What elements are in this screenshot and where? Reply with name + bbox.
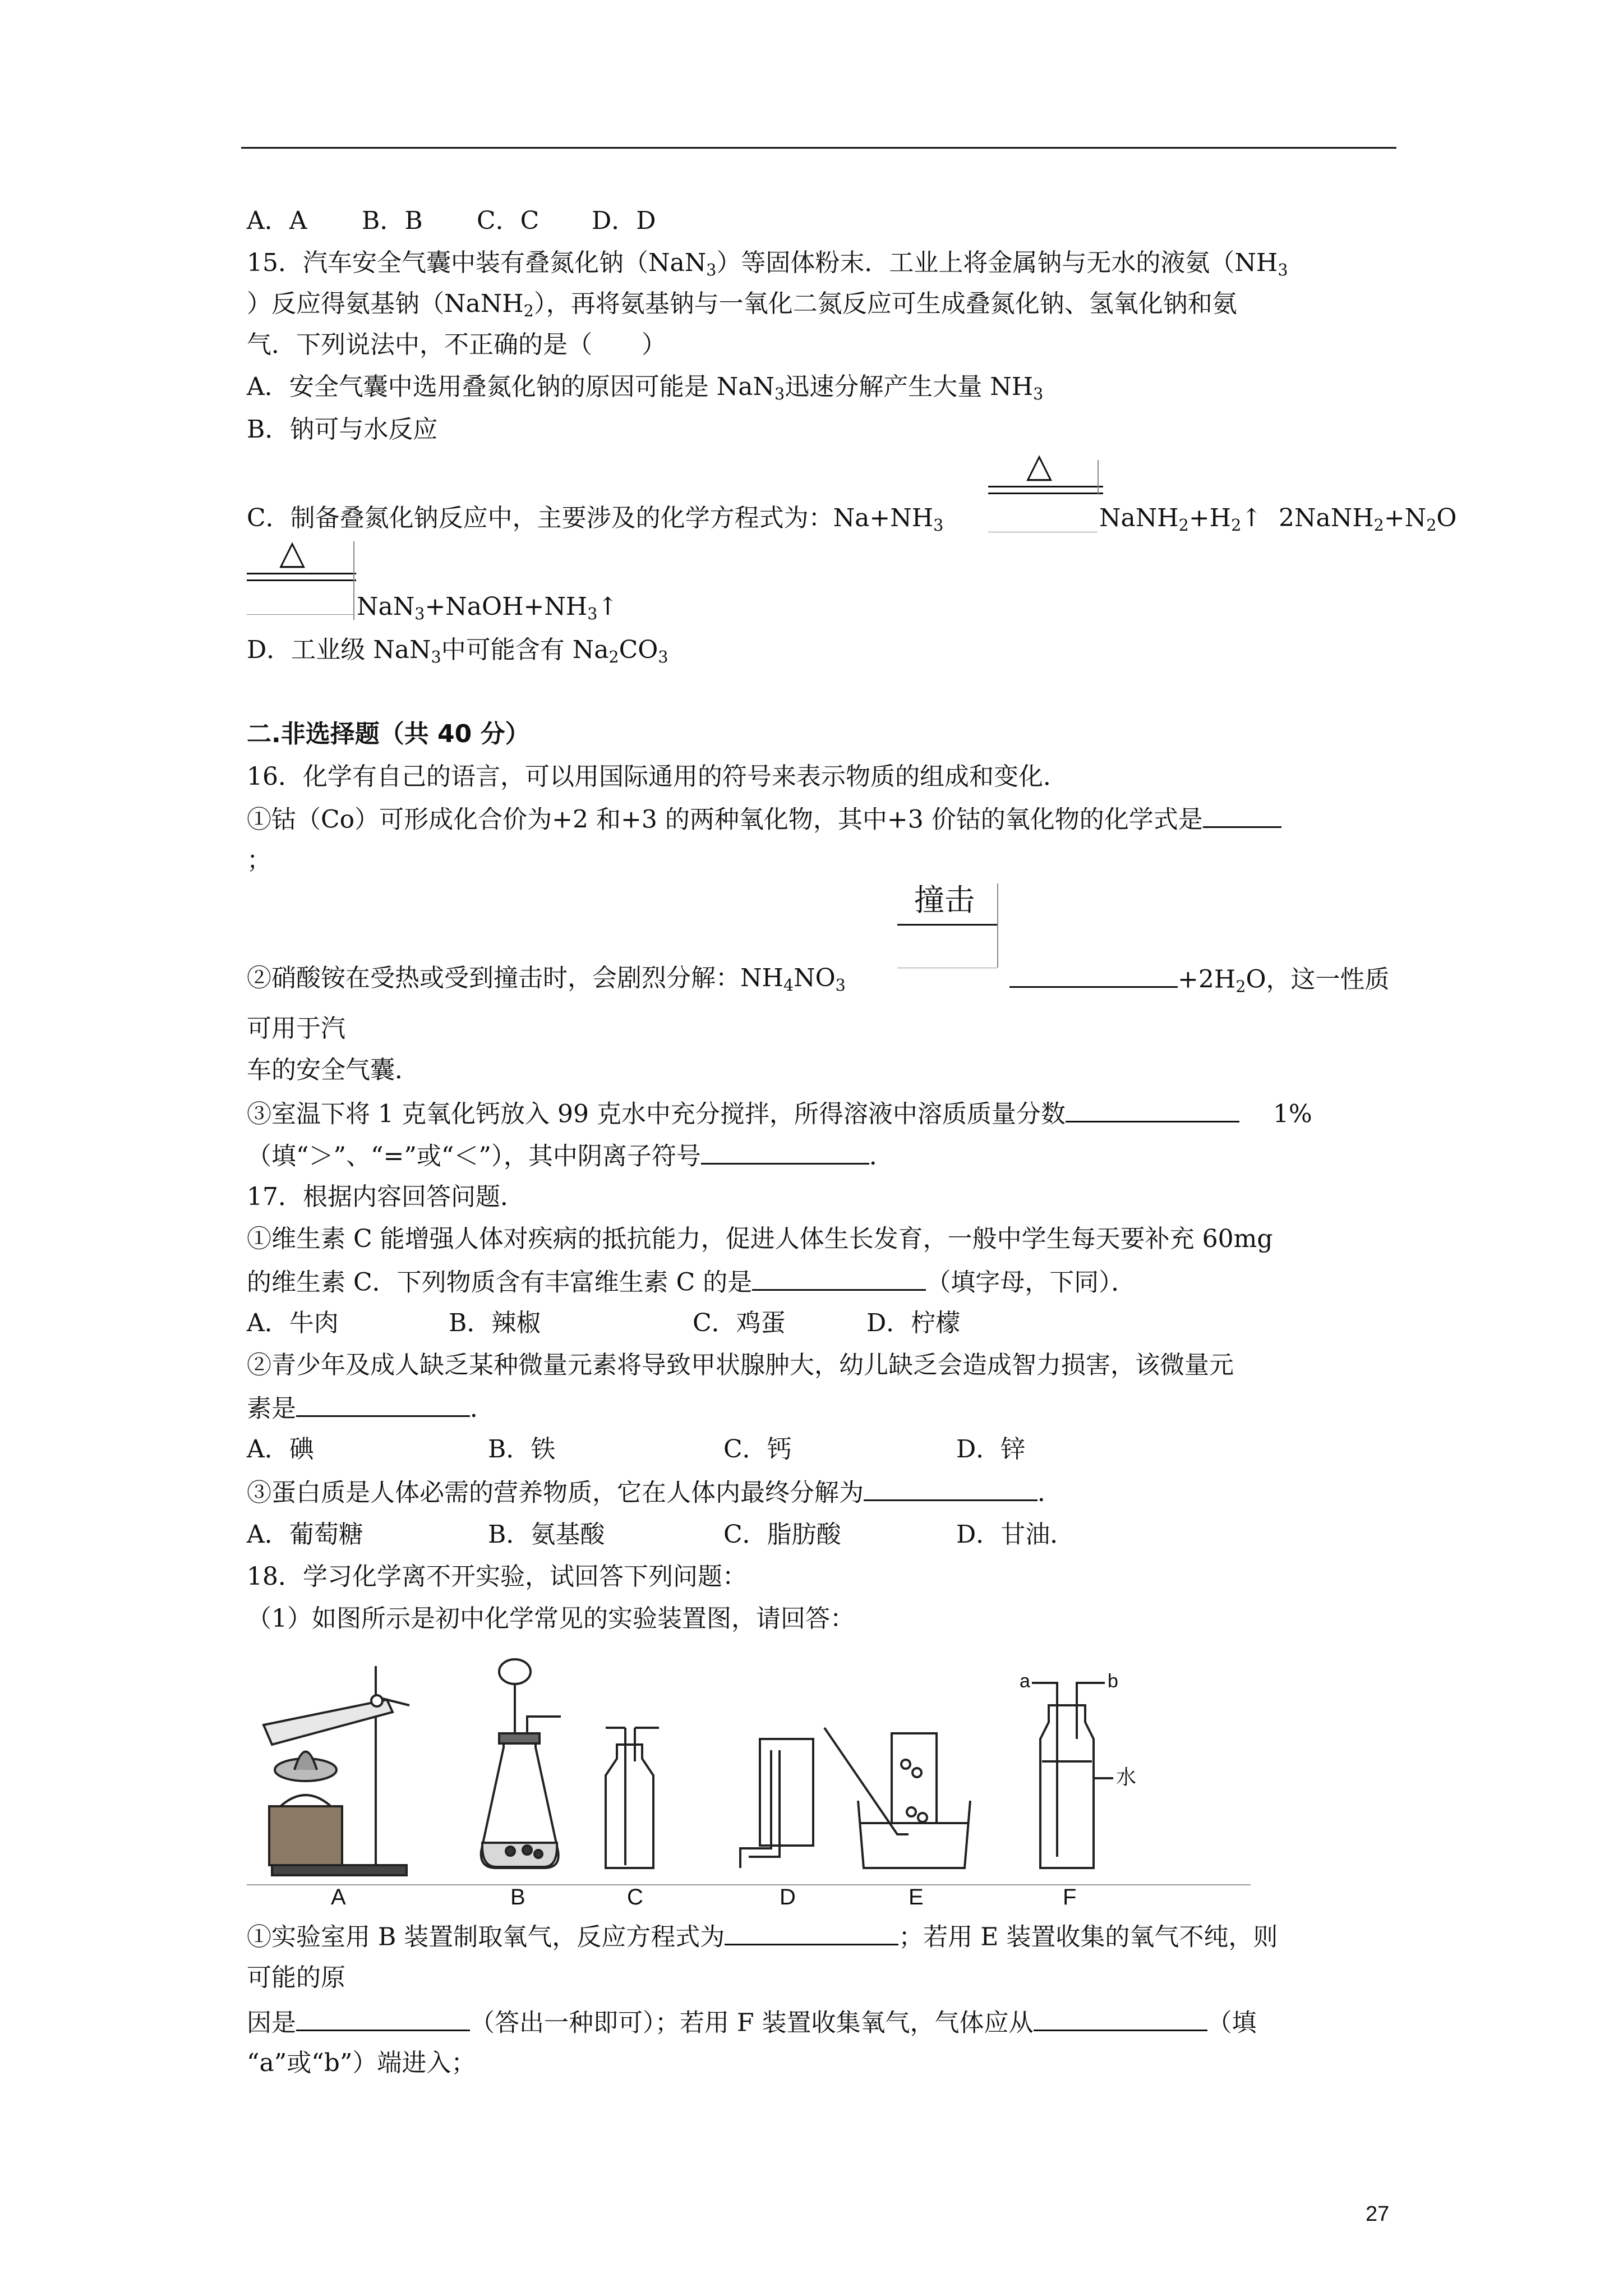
q16-part2-line2: 可用于汽 (247, 1014, 345, 1043)
answer-blank[interactable] (1066, 1098, 1239, 1122)
q18-part1-line4: “a”或“b”）端进入； (247, 2049, 476, 2077)
q17-part1-line2: 的维生素 C．下列物质含有丰富维生素 C 的是 （填字母，下同）． (247, 1267, 1136, 1297)
q17-part1-option-c: C．鸡蛋 (693, 1309, 786, 1337)
apparatus-figure (247, 1649, 1251, 1907)
q16-part3-line2: （填“＞”、“=”或“＜”），其中阴离子符号 ． (247, 1140, 894, 1171)
q15-line2: ）反应得氨基钠（NaNH$_2$），再将氨基钠与一氧化二氮反应可生成叠氮化钠、氢氧化钠和氨 (247, 289, 1237, 320)
answer-blank[interactable] (752, 1267, 926, 1291)
q16-part1: ①钴（Co）可形成化合价为+2 和+3 的两种氧化物，其中+3 价钴的氧化物的化学式是 (247, 804, 1281, 835)
q17-part2-option-c: C．钙 (723, 1435, 792, 1464)
q17-stem: 17．根据内容回答问题． (247, 1182, 525, 1211)
figure-port-b: b (1108, 1671, 1118, 1692)
q17-part2-option-b: B．铁 (488, 1435, 556, 1464)
q17-part1-line1: ①维生素 C 能增强人体对疾病的抵抗能力，促进人体生长发育，一般中学生每天要补充 60mg (247, 1225, 1273, 1253)
q16-part2-line3: 车的安全气囊． (247, 1056, 419, 1084)
figure-label-c: C (627, 1885, 643, 1907)
q18-part1-line3: 因是 （答出一种即可）；若用 F 装置收集氧气，气体应从 （填 (247, 2007, 1257, 2038)
q16-part3: ③室温下将 1 克氧化钙放入 99 克水中充分搅拌，所得溶液中溶质质量分数 1% (247, 1098, 1312, 1129)
q14-option-c: C．C (477, 206, 540, 235)
figure-label-b: B (510, 1885, 525, 1907)
figure-label-e: E (909, 1885, 924, 1907)
q16-part2: ②硝酸铵在受热或受到撞击时，会剧烈分解：$NH_4NO_3$ (247, 964, 846, 995)
answer-blank[interactable] (296, 1393, 470, 1417)
figure-label-a: A (331, 1885, 346, 1907)
impact-condition (897, 884, 1009, 973)
q17-part1-option-d: D．柠檬 (866, 1309, 961, 1337)
answer-blank[interactable] (1034, 2007, 1207, 2031)
q15-line1: 15．汽车安全气囊中装有叠氮化钠（NaN$_3$）等固体粉末．工业上将金属钠与无水的液氨（$NH_3$ (247, 249, 1288, 279)
q15-option-c-product2: $NaN_3+NaOH+NH_3↑$ (357, 592, 619, 623)
q15-option-c: C．制备叠氮化钠反应中，主要涉及的化学方程式为：$Na+NH_3$ (247, 504, 944, 535)
answer-blank[interactable] (296, 2007, 470, 2031)
answer-blank[interactable] (725, 1921, 898, 1945)
q17-part3-option-b: B．氨基酸 (488, 1520, 605, 1549)
figure-label-f: F (1063, 1885, 1077, 1907)
q17-part2-line2: 素是 ． (247, 1393, 495, 1424)
header-rule (241, 147, 1396, 149)
q17-part1-option-b: B．辣椒 (449, 1309, 541, 1337)
q15-option-c-product1: $NaNH_2+H_2↑$ (1099, 504, 1262, 535)
q17-part2-option-d: D．锌 (956, 1435, 1026, 1464)
q15-option-a: A．安全气囊中选用叠氮化钠的原因可能是 NaN$_3$迅速分解产生大量 $NH_3$ (247, 372, 1044, 403)
section-heading: 二.非选择题（共 40 分） (247, 720, 530, 748)
q16-part2-right: $+2H_2O$，这一性质 (1009, 964, 1390, 995)
q17-part3-option-a: A．葡萄糖 (247, 1520, 363, 1549)
answer-blank[interactable] (1203, 804, 1281, 828)
page-number: 27 (1366, 2202, 1390, 2226)
q17-part2-line1: ②青少年及成人缺乏某种微量元素将导致甲状腺肿大，幼儿缺乏会造成智力损害，该微量元 (247, 1351, 1234, 1379)
q14-option-b: B．B (362, 206, 423, 235)
q17-part3-option-c: C．脂肪酸 (723, 1520, 841, 1549)
q17-part3: ③蛋白质是人体必需的营养物质，它在人体内最终分解为 ． (247, 1477, 1062, 1508)
q14-option-a: A．A (247, 206, 307, 235)
q15-option-b: B．钠可与水反应 (247, 415, 438, 444)
heat-condition-1 (988, 446, 1103, 533)
answer-blank[interactable] (1009, 964, 1178, 988)
q16-stem: 16．化学有自己的语言，可以用国际通用的符号来表示物质的组成和变化． (247, 762, 1068, 791)
q18-stem: 18．学习化学离不开实验，试回答下列问题： (247, 1562, 747, 1591)
figure-label-d: D (780, 1885, 796, 1907)
answer-blank[interactable] (701, 1140, 869, 1165)
q17-part3-option-d: D．甘油． (956, 1520, 1075, 1549)
triangle-icon: △ (1026, 446, 1053, 485)
q14-option-d: D．D (592, 206, 656, 235)
heat-condition-2 (247, 533, 362, 620)
q15-option-d: D．工业级 NaN$_3$中可能含有 $Na_2CO_3$ (247, 636, 668, 666)
impact-label: 撞击 (914, 882, 975, 918)
q17-part1-option-a: A．牛肉 (247, 1309, 339, 1337)
triangle-icon: △ (279, 533, 306, 572)
q17-part2-option-a: A．碘 (247, 1435, 314, 1464)
q15-line3: 气．下列说法中，不正确的是（ ） (247, 330, 666, 359)
q15-option-c-reactant2: $2NaNH_2+N_2O$ (1279, 504, 1457, 535)
q18-sub1: （1）如图所示是初中化学常见的实验装置图，请回答： (247, 1604, 855, 1633)
q18-part1-line2: 可能的原 (247, 1963, 345, 1992)
answer-blank[interactable] (864, 1477, 1038, 1501)
figure-port-a: a (1020, 1671, 1030, 1692)
q18-part1-line1: ①实验室用 B 装置制取氧气，反应方程式为 ；若用 E 装置收集的氧气不纯，则 (247, 1921, 1278, 1952)
q16-part1-end: ； (247, 846, 271, 875)
figure-water-label: 水 (1116, 1765, 1137, 1788)
